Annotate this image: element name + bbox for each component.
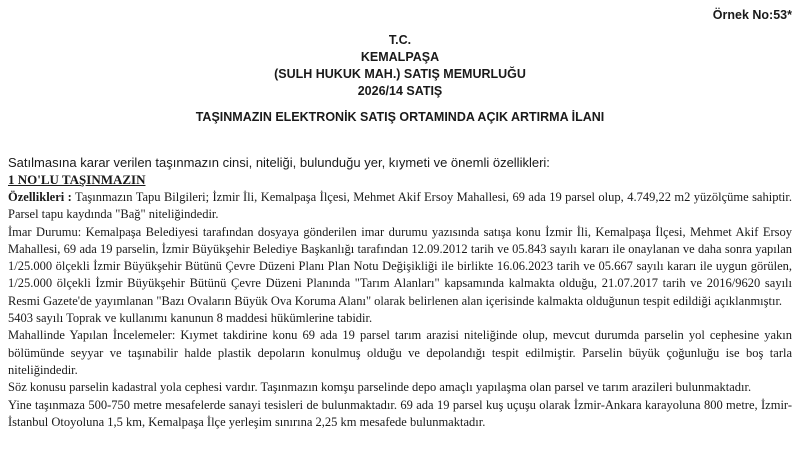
zoning-paragraph: İmar Durumu: Kemalpaşa Belediyesi tarafından dosyaya gönderilen imar durumu yazısında satışa konu İzmir İli, Kemalpaşa İlçesi, Mehmet Akif Ersoy Mahallesi, 69 ada 19 parselin, İzmir Büyükşehir Belediye Başkanlığı tarafından 12.09.2012 tarih ve 05.843 sayılı kararı ile onaylanan ve daha sonra yapılan 1/25.000 ölçekli İzmir Büyükşehir Bütünü Çevre Düzeni Planı Plan Notu Değişikliği ile birlikte 16.06.2023 tarih ve 05.667 sayılı kararı ile uygun görülen, 1/25.000 ölçekli İzmir Büyükşehir Bütünü Çevre Düzeni Planında "Tarım Alanları" kapsamında kalmakta olduğu, 21.07.2017 tarih ve 2016/9620 sayılı Resmi Gazete'de yayımlanan "Bazı Ovaların Büyük Ova Koruma Alanı" olarak belirlenen alan içerisinde kalmakta olduğunun tespit edildiği açıklanmıştır. (8, 224, 792, 308)
road-paragraph: Söz konusu parselin kadastral yola cephesi vardır. Taşınmazın komşu parselinde depo amaçlı yapılaşma olan parsel ve tarım arazileri bulunmaktadır. (8, 380, 752, 395)
example-number: Örnek No:53* (712, 8, 792, 22)
inspection-paragraph: Mahallinde Yapılan İncelemeler: Kıymet takdirine konu 69 ada 19 parsel tarım arazisi niteliğinde olup, mevcut durumda parselin yol cephesine yakın bölümünde seyyar ve taşınabilir halde plastik depoların konulmuş olduğu ve depolandığı tespit edilmiştir. Parselin büyük çoğunluğu ise boş tarla niteliğindedir. (8, 328, 792, 377)
property-details (8, 189, 792, 431)
law-paragraph: 5403 sayılı Toprak ve kullanımı kanunun 8 maddesi hükümlerine tabidir. (8, 311, 373, 326)
intro-text: Satılmasına karar verilen taşınmazın cinsi, niteliği, bulunduğu yer, kıymeti ve önemli özellikleri: (8, 155, 550, 170)
location-paragraph: Yine taşınmaza 500-750 metre mesafelerde sanayi tesisleri de bulunmaktadır. 69 ada 19 parsel kuş uçuşu olarak İzmir-Ankara karayoluna 800 metre, İzmir-İstanbul Otoyoluna 1,5 km, Kemalpaşa İlçe yerleşim sınırına 2,25 km mesafede bulunmaktadır. (8, 397, 792, 429)
features-text: Taşınmazın Tapu Bilgileri; İzmir İli, Kemalpaşa İlçesi, Mehmet Akif Ersoy Mahallesi, 69 ada 19 parsel olup, 4.749,22 m2 yüzölçüme sahiptir. Parsel tapu kaydında "Bağ" niteliğindedir. (8, 190, 793, 222)
features-label: Özellikleri : (8, 190, 72, 204)
features-paragraph (8, 189, 792, 224)
section-title: 1 NO'LU TAŞINMAZIN (8, 172, 146, 187)
heading-tc: T.C. (388, 33, 412, 47)
heading-office: (SULH HUKUK MAH.) SATIŞ MEMURLUĞU (274, 67, 526, 81)
heading-district: KEMALPAŞA (360, 50, 440, 64)
document-title: TAŞINMAZIN ELEKTRONİK SATIŞ ORTAMINDA AÇIK ARTIRMA İLANI (195, 110, 605, 124)
heading-file-number: 2026/14 SATIŞ (357, 84, 443, 98)
